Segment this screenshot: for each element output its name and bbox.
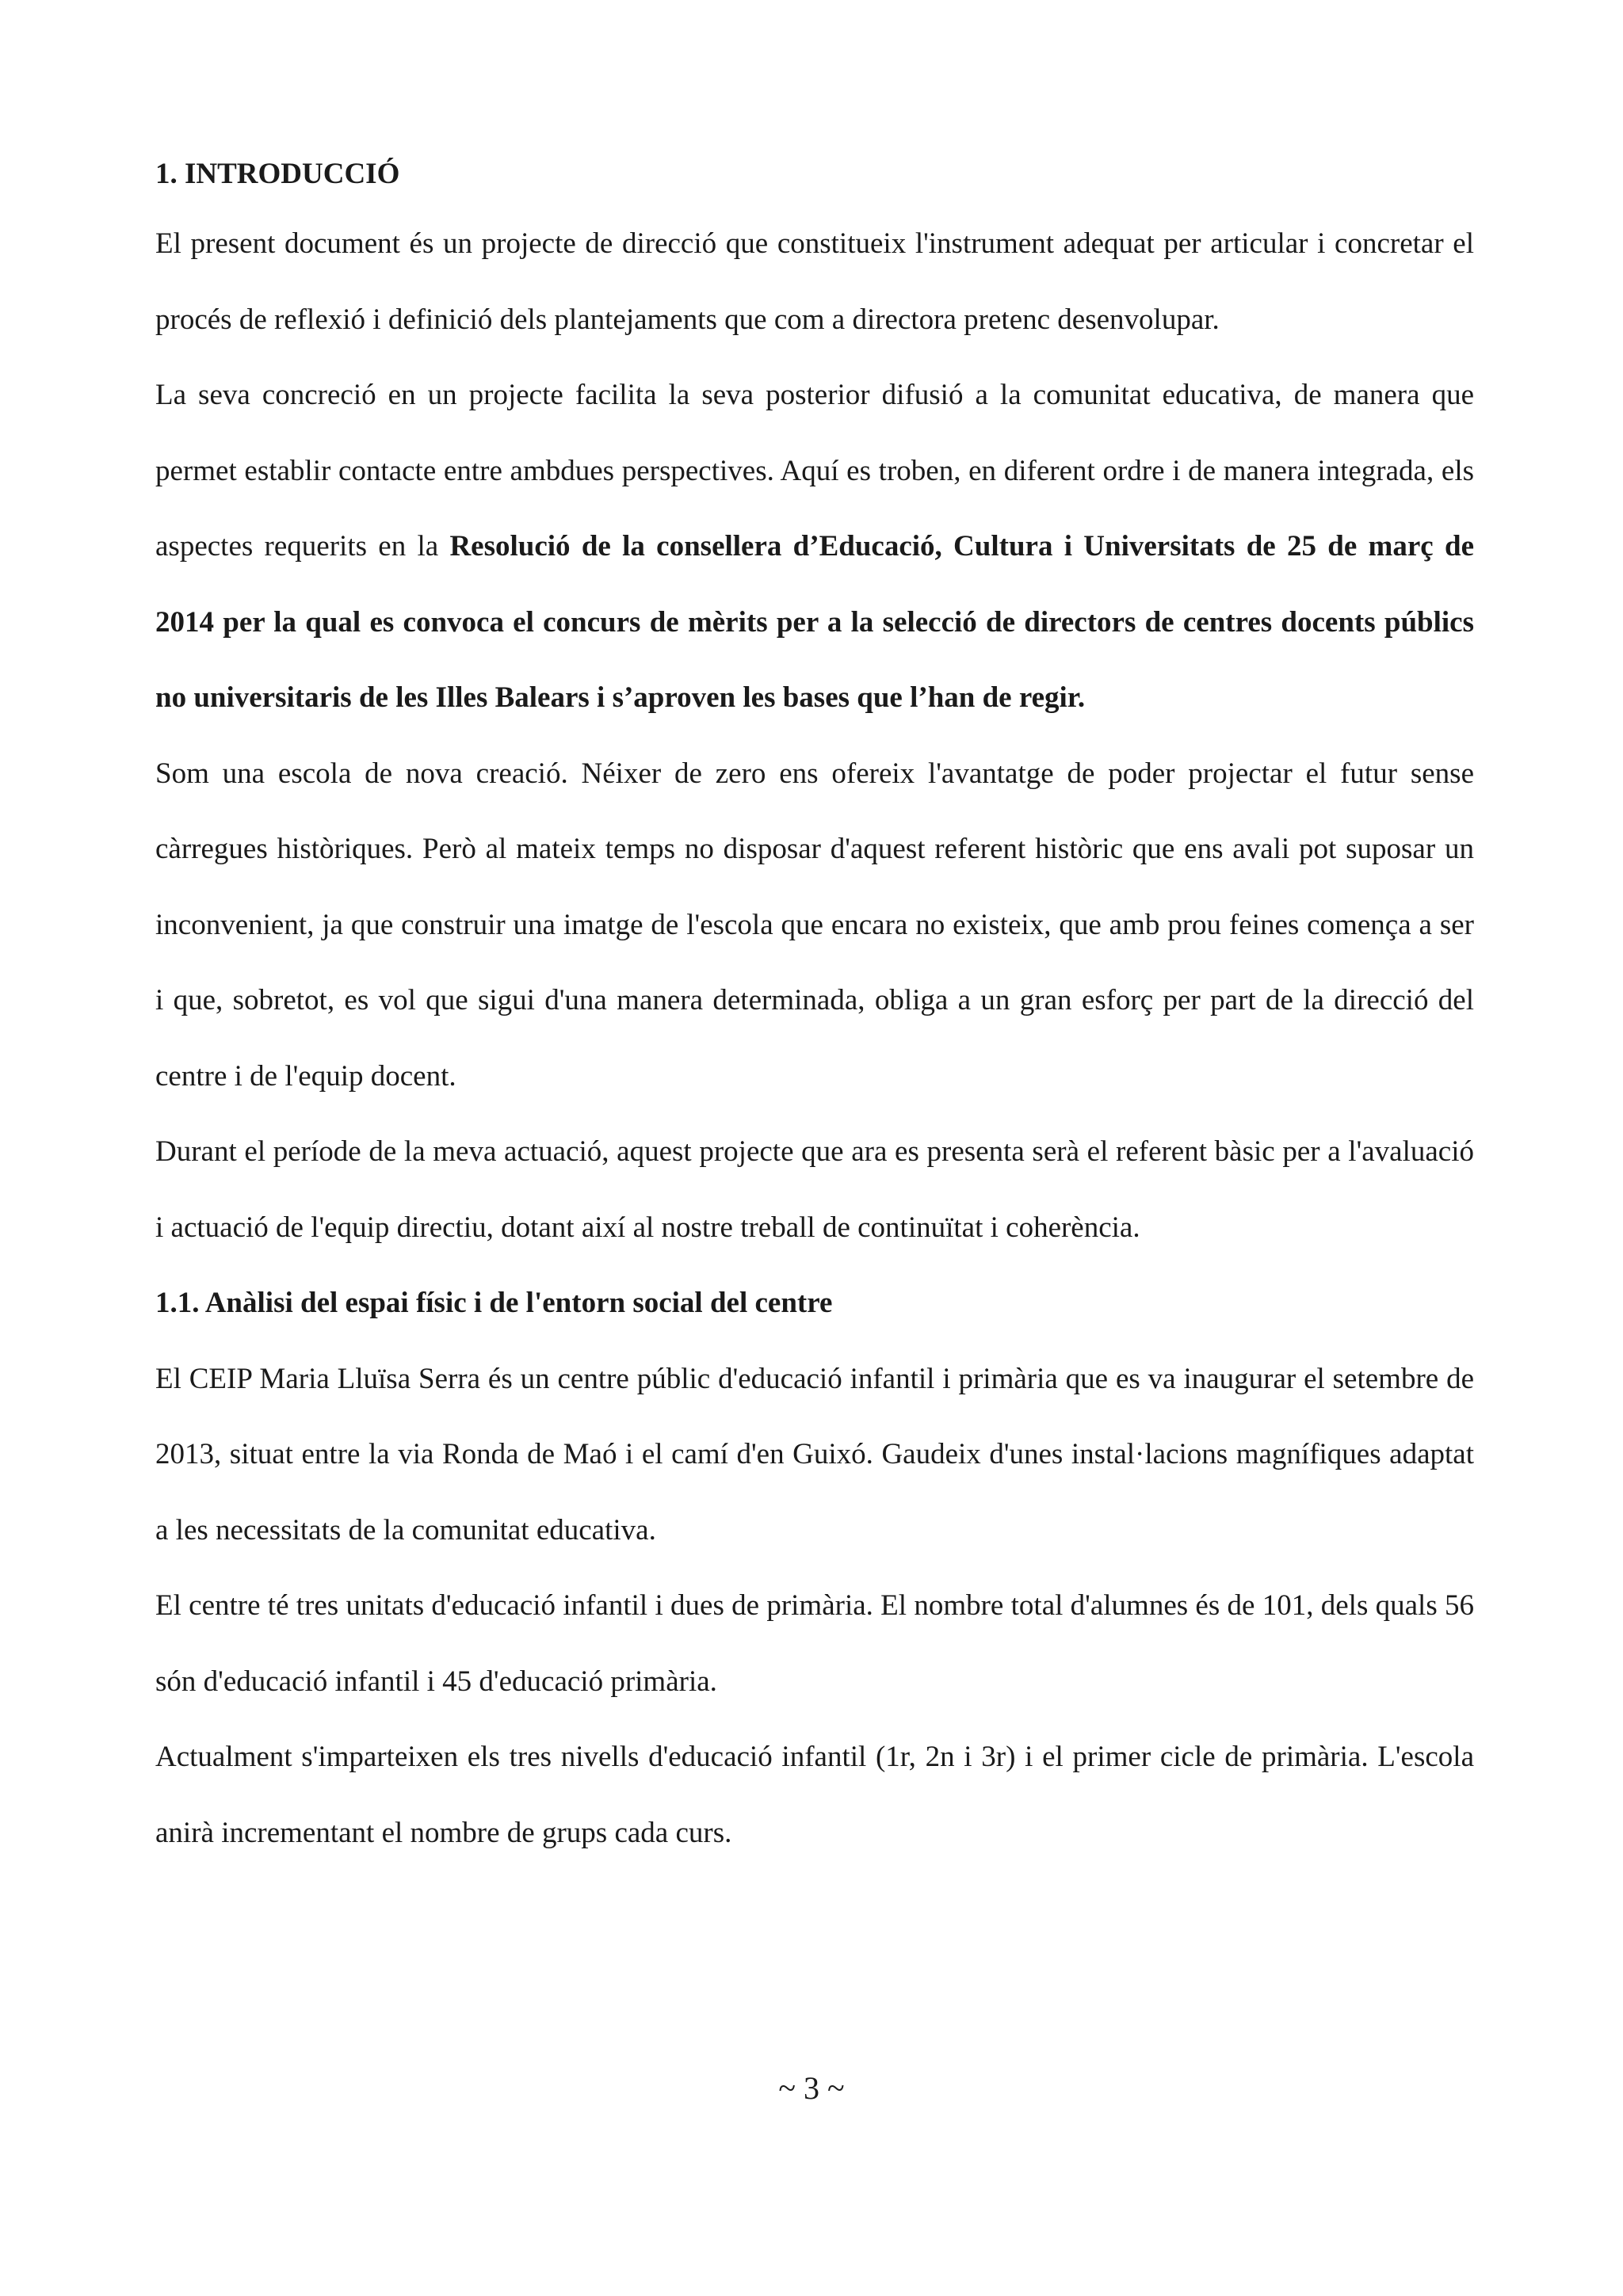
intro-paragraph-4: Durant el període de la meva actuació, aquest projecte que ara es presenta serà el referent bàsic per a l'avaluació i actuació de l'equip directiu, dotant així al nostre treball de continuïtat i coherència. [155, 1135, 1474, 1244]
analysis-paragraph-3: Actualment s'imparteixen els tres nivells d'educació infantil (1r, 2n i 3r) i el primer cicle de primària. L'escola anirà incrementant el nombre de grups cada curs. [155, 1741, 1474, 1849]
analysis-paragraph-1: El CEIP Maria Lluïsa Serra és un centre públic d'educació infantil i primària que es va inaugurar el setembre de 2013, situat entre la via Ronda de Maó i el camí d'en Guixó. Gaudeix d'unes instal·lacions magnífiques adaptat a les necessitats de la comunitat educativa. [155, 1362, 1474, 1547]
intro-paragraph-2 [155, 357, 1474, 736]
page-number: ~ 3 ~ [778, 2070, 845, 2106]
section-heading: 1. INTRODUCCIÓ [155, 158, 400, 190]
document-page [155, 151, 1474, 1871]
intro-paragraph-2-text: La seva concreció en un projecte facilita la seva posterior difusió a la comunitat educativa, de manera que permet establir contacte entre ambdues perspectives. Aquí es troben, en diferent ordre i de manera integrada, els aspectes requerits en la [155, 379, 1474, 563]
analysis-paragraph-2: El centre té tres unitats d'educació infantil i dues de primària. El nombre total d'alumnes és de 101, dels quals 56 són d'educació infantil i 45 d'educació primària. [155, 1589, 1474, 1698]
subsection-heading: 1.1. Anàlisi del espai físic i de l'entorn social del centre [155, 1287, 833, 1319]
resolution-reference: Resolució de la consellera d’Educació, Cultura i Universitats de 25 de març de 2014 per la qual es convoca el concurs de mèrits per a la selecció de directors de centres docents públics no universitaris de les Illes Balears i s’aproven les bases que l’han de regir. [155, 530, 1474, 714]
intro-paragraph-3: Som una escola de nova creació. Néixer de zero ens ofereix l'avantatge de poder projectar el futur sense càrregues històriques. Però al mateix temps no disposar d'aquest referent històric que ens avali pot suposar un inconvenient, ja que construir una imatge de l'escola que encara no existeix, que amb prou feines comença a ser i que, sobretot, es vol que sigui d'una manera determinada, obliga a un gran esforç per part de la direcció del centre i de l'equip docent. [155, 757, 1474, 1093]
intro-paragraph-1: El present document és un projecte de direcció que constitueix l'instrument adequat per articular i concretar el procés de reflexió i definició dels plantejaments que com a directora pretenc desenvolupar. [155, 227, 1474, 336]
